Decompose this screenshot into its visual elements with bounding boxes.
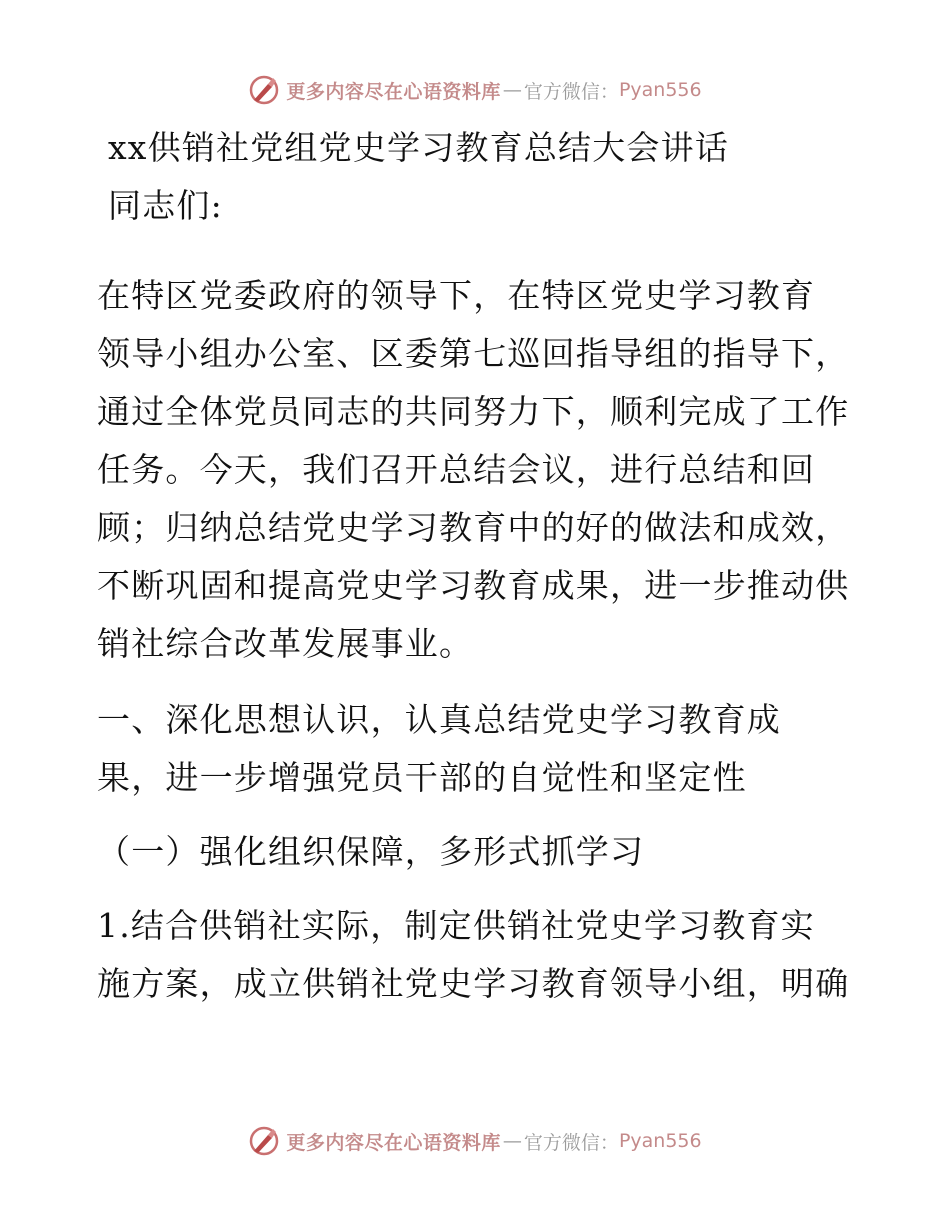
watermark-label: 官方微信： — [523, 80, 619, 103]
document-title: xx供销社党组党史学习教育总结大会讲话 — [108, 128, 730, 167]
paragraph-line: 任务。今天，我们召开总结会议，进行总结和回 — [97, 450, 816, 489]
watermark-id: Pyan556 — [618, 1130, 702, 1152]
paragraph-line: 通过全体党员同志的共同努力下，顺利完成了工作 — [97, 392, 850, 431]
section-heading-line: 果，进一步增强党员干部的自觉性和坚定性 — [97, 758, 747, 797]
paragraph-line: 销社综合改革发展事业。 — [97, 624, 474, 663]
watermark-dash: — — [502, 1130, 522, 1152]
watermark-top — [0, 70, 950, 110]
watermark-bottom — [0, 1121, 950, 1161]
watermark-text: 更多内容尽在心语资料库 — [286, 80, 501, 103]
paragraph-line: 领导小组办公室、区委第七巡回指导组的指导下， — [97, 334, 850, 373]
list-item-line: 1.结合供销社实际，制定供销社党史学习教育实 — [97, 906, 815, 945]
pen-logo-icon — [248, 74, 280, 106]
subsection-heading: （一）强化组织保障，多形式抓学习 — [97, 832, 645, 871]
section-heading-line: 一、深化思想认识，认真总结党史学习教育成 — [97, 700, 781, 739]
pen-logo-icon — [248, 1125, 280, 1157]
paragraph-line: 在特区党委政府的领导下，在特区党史学习教育 — [97, 276, 816, 315]
watermark-dash: — — [502, 79, 522, 101]
watermark-text: 更多内容尽在心语资料库 — [286, 1131, 501, 1154]
greeting: 同志们: — [108, 186, 223, 225]
paragraph-line: 不断巩固和提高党史学习教育成果，进一步推动供 — [97, 566, 850, 605]
watermark-label: 官方微信： — [523, 1131, 619, 1154]
paragraph-line: 顾；归纳总结党史学习教育中的好的做法和成效， — [97, 508, 850, 547]
watermark-id: Pyan556 — [618, 79, 702, 101]
list-item-line: 施方案，成立供销社党史学习教育领导小组，明确 — [97, 964, 850, 1003]
